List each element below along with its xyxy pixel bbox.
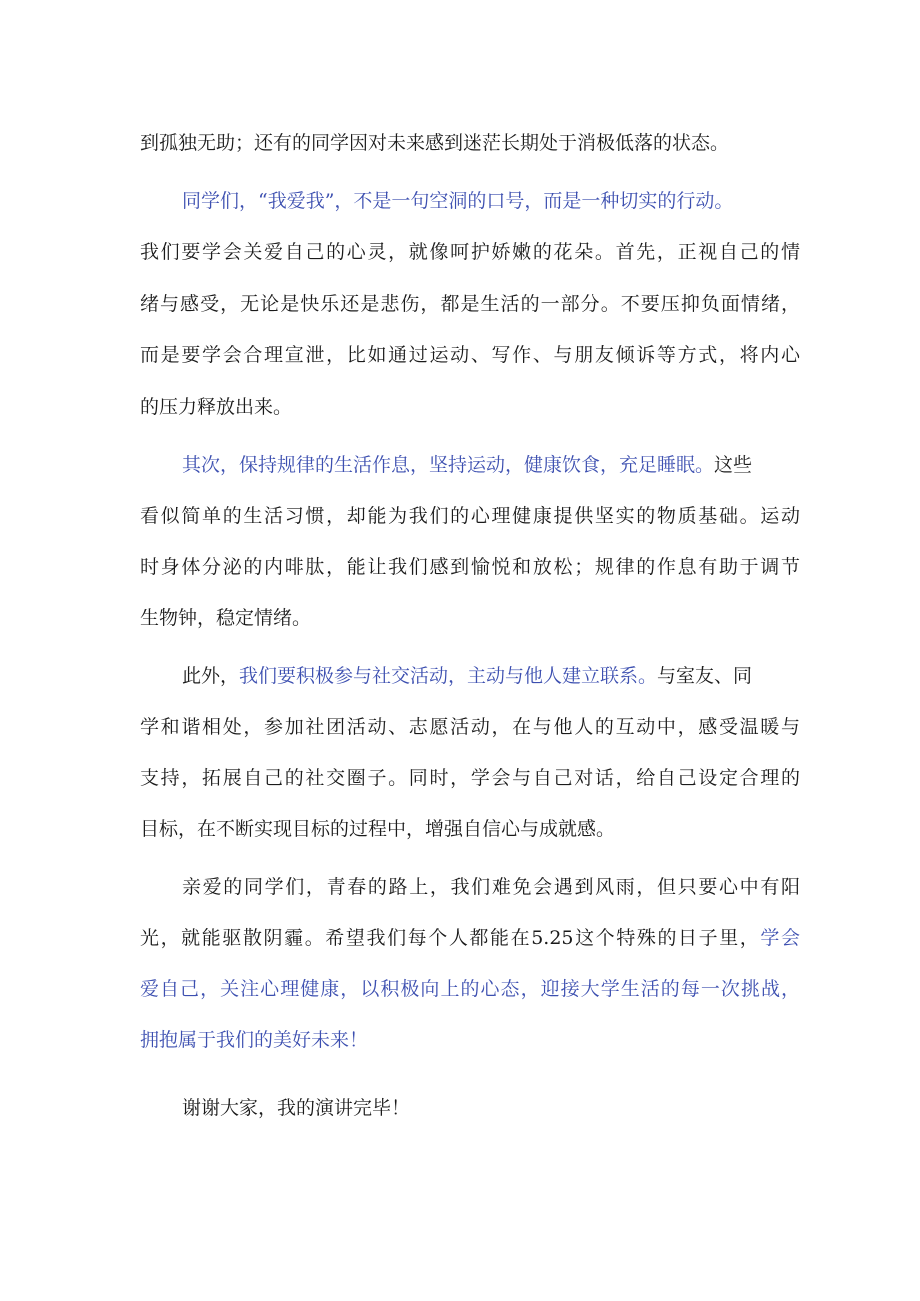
body-text: 时身体分泌的内啡肽，能让我们感到愉悦和放松；规律的作息有助于调节 (140, 556, 800, 578)
paragraph-line (182, 184, 800, 218)
paragraph-line (140, 338, 800, 372)
paragraph-line (140, 390, 800, 424)
body-text: 生物钟，稳定情绪。 (140, 607, 312, 629)
body-text: 目标，在不断实现目标的过程中，增强自信心与成就感。 (140, 818, 616, 840)
highlighted-text: 同学们，“我爱我”，不是一句空洞的口号，而是一种切实的行动。 (182, 190, 734, 212)
paragraph-line (140, 287, 800, 321)
highlighted-text: 学会 (760, 927, 800, 949)
paragraph-line (140, 761, 800, 795)
body-text: 学和谐相处，参加社团活动、志愿活动，在与他人的互动中，感受温暖与 (140, 716, 800, 738)
closing-line (182, 1091, 800, 1125)
highlighted-text: 拥抱属于我们的美好未来！ (140, 1029, 369, 1051)
paragraph-line (140, 710, 800, 744)
body-text: 此外， (182, 665, 240, 687)
body-text: 这些 (714, 454, 753, 476)
body-text: 支持，拓展自己的社交圈子。同时，学会与自己对话，给自己设定合理的 (140, 767, 800, 789)
paragraph-line (140, 550, 800, 584)
body-text: 与室友、同 (657, 665, 753, 687)
body-text: 绪与感受，无论是快乐还是悲伤，都是生活的一部分。不要压抑负面情绪， (140, 293, 800, 315)
body-text: 谢谢大家，我的演讲完毕！ (182, 1097, 411, 1119)
paragraph-line (140, 812, 800, 846)
paragraph-line (140, 235, 800, 269)
paragraph-line (140, 921, 800, 955)
body-text: 亲爱的同学们，青春的路上，我们难免会遇到风雨，但只要心中有阳 (182, 876, 800, 898)
body-text: 到孤独无助；还有的同学因对未来感到迷茫长期处于消极低落的状态。 (140, 132, 730, 154)
body-text: 的压力释放出来。 (140, 396, 293, 418)
paragraph-line (140, 499, 800, 533)
paragraph-line (182, 659, 800, 693)
paragraph-line (140, 972, 800, 1006)
paragraph-line (140, 601, 800, 635)
paragraph-line (182, 448, 800, 482)
paragraph-line (140, 126, 800, 160)
paragraph-line (182, 870, 800, 904)
body-text: 而是要学会合理宣泄，比如通过运动、写作、与朋友倾诉等方式，将内心 (140, 344, 800, 366)
paragraph-line (140, 1023, 800, 1057)
highlighted-text: 我们要积极参与社交活动，主动与他人建立联系。 (239, 665, 658, 687)
body-text: 光，就能驱散阴霾。希望我们每个人都能在5.25这个特殊的日子里， (140, 927, 761, 949)
highlighted-text: 爱自己，关注心理健康，以积极向上的心态，迎接大学生活的每一次挑战， (140, 978, 800, 1000)
body-text: 我们要学会关爱自己的心灵，就像呵护娇嫩的花朵。首先，正视自己的情 (140, 241, 800, 263)
highlighted-text: 其次，保持规律的生活作息，坚持运动，健康饮食，充足睡眠。 (182, 454, 715, 476)
body-text: 看似简单的生活习惯，却能为我们的心理健康提供坚实的物质基础。运动 (140, 505, 800, 527)
